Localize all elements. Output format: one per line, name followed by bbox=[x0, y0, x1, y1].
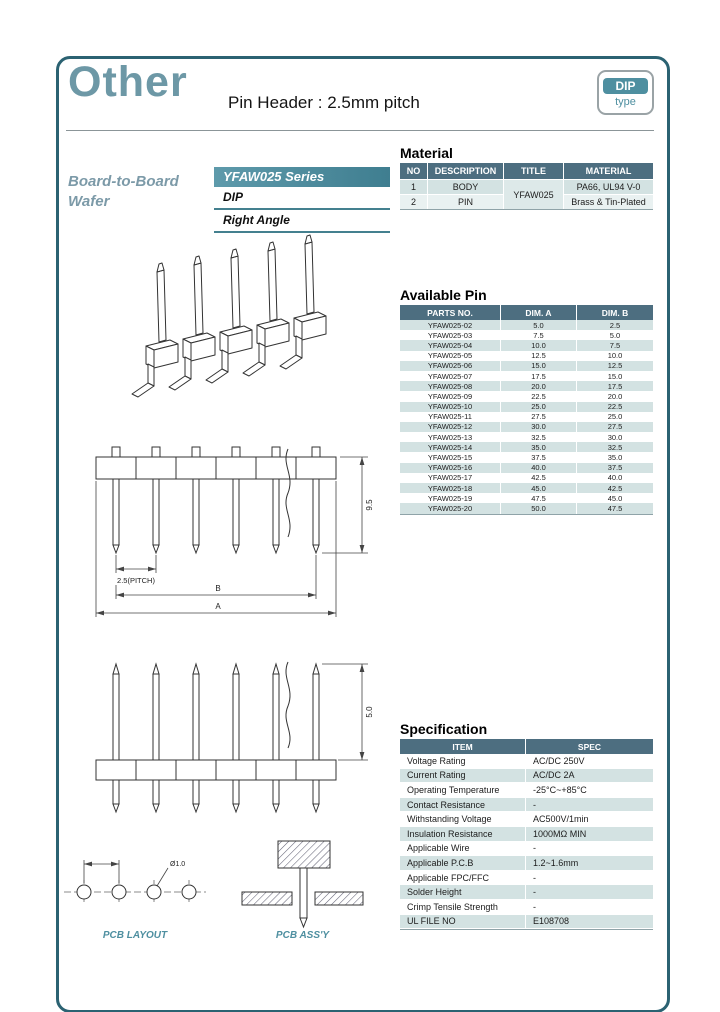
dim-a-cell: 17.5 bbox=[501, 371, 577, 381]
dim-b-cell: 37.5 bbox=[607, 463, 623, 473]
pin-table-header-dim-b: DIM. B bbox=[601, 307, 629, 318]
parts-no-cell: YFAW025-05 bbox=[400, 351, 501, 361]
spec-item-cell: Applicable FPC/FFC bbox=[400, 871, 526, 885]
parts-no-cell: YFAW025-12 bbox=[400, 422, 501, 432]
spec-value-cell: AC/DC 250V bbox=[533, 755, 585, 766]
dim-a-cell: 30.0 bbox=[501, 422, 577, 432]
dim-b-cell: 5.0 bbox=[609, 330, 621, 340]
dim-b-cell: 42.5 bbox=[607, 483, 623, 493]
pin-table-header-row bbox=[400, 305, 653, 320]
spec-table-row bbox=[400, 827, 653, 842]
spec-value-cell: AC/DC 2A bbox=[533, 770, 575, 781]
dim-b-cell: 45.0 bbox=[607, 493, 623, 503]
pitch-dim-label: 2.5(PITCH) bbox=[117, 576, 155, 585]
pin-table-row bbox=[400, 452, 653, 462]
spec-table-row bbox=[400, 783, 653, 798]
overall-height-dim-label: 9.5 bbox=[365, 499, 374, 511]
material-cell-no: 1 bbox=[400, 179, 428, 194]
dim-a-cell: 27.5 bbox=[501, 412, 577, 422]
pin-table-row bbox=[400, 351, 653, 361]
material-cell-title: YFAW025 bbox=[504, 179, 564, 209]
material-header-description: DESCRIPTION bbox=[428, 163, 504, 179]
pin-height-dim-label: 5.0 bbox=[365, 706, 374, 718]
spec-table-header-item: ITEM bbox=[400, 739, 526, 754]
dim-a-cell: 12.5 bbox=[501, 351, 577, 361]
spec-value-cell: - bbox=[533, 872, 536, 883]
pcb-layout-drawing bbox=[60, 840, 210, 930]
side-view-drawing bbox=[72, 648, 382, 833]
pin-table-row bbox=[400, 361, 653, 371]
spec-table-row bbox=[400, 915, 653, 930]
material-cell-no: 2 bbox=[400, 194, 428, 209]
material-section-title: Material bbox=[400, 145, 453, 161]
parts-no-cell: YFAW025-07 bbox=[400, 371, 501, 381]
category-line-1: Board-to-Board bbox=[68, 173, 179, 190]
dim-a-cell: 25.0 bbox=[501, 402, 577, 412]
available-pin-table bbox=[400, 305, 653, 515]
pin-table-row bbox=[400, 442, 653, 452]
spec-item-cell: Contact Resistance bbox=[400, 798, 526, 812]
pin-table-row bbox=[400, 473, 653, 483]
dim-a-cell: 45.0 bbox=[501, 483, 577, 493]
dim-b-cell: 40.0 bbox=[607, 473, 623, 483]
spec-table-row bbox=[400, 871, 653, 886]
dip-type-badge bbox=[597, 70, 654, 115]
spec-item-cell: Insulation Resistance bbox=[400, 827, 526, 841]
spec-table-body bbox=[400, 754, 653, 929]
spec-table-row bbox=[400, 842, 653, 857]
dim-b-cell: 15.0 bbox=[607, 371, 623, 381]
brand-logo: Other bbox=[68, 58, 188, 106]
pin-table-row bbox=[400, 402, 653, 412]
spec-value-cell: 1.2~1.6mm bbox=[533, 857, 579, 868]
dim-b-cell: 32.5 bbox=[607, 442, 623, 452]
dip-badge-sublabel: type bbox=[615, 95, 636, 108]
pin-table-row bbox=[400, 391, 653, 401]
parts-no-cell: YFAW025-10 bbox=[400, 402, 501, 412]
page-title: Pin Header : 2.5mm pitch bbox=[228, 93, 420, 112]
dim-a-cell: 15.0 bbox=[501, 361, 577, 371]
spec-item-cell: Solder Height bbox=[400, 885, 526, 899]
dim-a-cell: 47.5 bbox=[501, 493, 577, 503]
isometric-view-drawing bbox=[98, 226, 348, 431]
spec-item-cell: UL FILE NO bbox=[400, 915, 526, 929]
material-header-no: NO bbox=[400, 163, 428, 179]
pin-table-row bbox=[400, 330, 653, 340]
pin-table-row bbox=[400, 493, 653, 503]
parts-no-cell: YFAW025-20 bbox=[400, 503, 501, 513]
series-angle: Right Angle bbox=[214, 210, 390, 233]
pin-table-row bbox=[400, 340, 653, 350]
dim-a-cell: 32.5 bbox=[501, 432, 577, 442]
pin-table-header-parts: PARTS NO. bbox=[400, 305, 501, 320]
parts-no-cell: YFAW025-15 bbox=[400, 452, 501, 462]
parts-no-cell: YFAW025-04 bbox=[400, 340, 501, 350]
category-line-2: Wafer bbox=[68, 193, 110, 210]
dim-b-cell: 17.5 bbox=[607, 381, 623, 391]
dim-b-cell: 7.5 bbox=[609, 340, 621, 350]
dim-a-cell: 22.5 bbox=[501, 391, 577, 401]
spec-table-row bbox=[400, 900, 653, 915]
dim-a-cell: 10.0 bbox=[501, 340, 577, 350]
dim-a-cell: 20.0 bbox=[501, 381, 577, 391]
parts-no-cell: YFAW025-17 bbox=[400, 473, 501, 483]
spec-value-cell: -25°C~+85°C bbox=[533, 784, 587, 795]
parts-no-cell: YFAW025-11 bbox=[400, 412, 501, 422]
dim-b-cell: 22.5 bbox=[607, 402, 623, 412]
dim-a-cell: 40.0 bbox=[501, 463, 577, 473]
dim-a-cell: 7.5 bbox=[501, 330, 577, 340]
spec-value-cell: - bbox=[533, 799, 536, 810]
dim-a-cell: 42.5 bbox=[501, 473, 577, 483]
material-cell-material: PA66, UL94 V-0 bbox=[564, 179, 653, 194]
parts-no-cell: YFAW025-02 bbox=[400, 320, 501, 330]
spec-value-cell: - bbox=[533, 843, 536, 854]
hole-diameter-label: Ø1.0 bbox=[170, 861, 186, 868]
parts-no-cell: YFAW025-19 bbox=[400, 493, 501, 503]
spec-item-cell: Operating Temperature bbox=[400, 783, 526, 797]
spec-table-row bbox=[400, 798, 653, 813]
pcb-assy-caption: PCB ASS'Y bbox=[275, 930, 330, 941]
spec-value-cell: E108708 bbox=[533, 916, 570, 927]
pcb-layout-caption: PCB LAYOUT bbox=[102, 930, 168, 941]
spec-item-cell: Applicable Wire bbox=[400, 842, 526, 856]
header-divider bbox=[66, 130, 654, 131]
pin-table-header-dim-a: DIM. A bbox=[501, 305, 577, 320]
dim-a-cell: 5.0 bbox=[501, 320, 577, 330]
spec-item-cell: Applicable P.C.B bbox=[400, 856, 526, 870]
dim-b-cell: 27.5 bbox=[607, 422, 623, 432]
parts-no-cell: YFAW025-18 bbox=[400, 483, 501, 493]
parts-no-cell: YFAW025-08 bbox=[400, 381, 501, 391]
parts-no-cell: YFAW025-09 bbox=[400, 391, 501, 401]
pin-table-row bbox=[400, 381, 653, 391]
material-cell-description: BODY bbox=[428, 179, 504, 194]
dim-b-cell: 10.0 bbox=[607, 351, 623, 361]
parts-no-cell: YFAW025-06 bbox=[400, 361, 501, 371]
spec-table-row bbox=[400, 812, 653, 827]
dim-a-cell: 35.0 bbox=[501, 442, 577, 452]
material-table bbox=[400, 163, 653, 210]
pin-table-row bbox=[400, 412, 653, 422]
spec-table-row bbox=[400, 856, 653, 871]
parts-no-cell: YFAW025-13 bbox=[400, 432, 501, 442]
spec-table-row bbox=[400, 769, 653, 784]
pin-table-row bbox=[400, 483, 653, 493]
front-view-drawing bbox=[72, 443, 382, 643]
parts-no-cell: YFAW025-03 bbox=[400, 330, 501, 340]
specification-section-title: Specification bbox=[400, 721, 488, 737]
dim-b-cell: 47.5 bbox=[607, 503, 623, 513]
spec-item-cell: Voltage Rating bbox=[400, 754, 526, 768]
spec-value-cell: AC500V/1min bbox=[533, 814, 589, 825]
dim-a-label: A bbox=[215, 602, 221, 611]
series-info-box bbox=[214, 167, 390, 233]
spec-item-cell: Crimp Tensile Strength bbox=[400, 900, 526, 914]
pin-table-row bbox=[400, 371, 653, 381]
pin-table-row bbox=[400, 320, 653, 330]
product-category bbox=[68, 172, 179, 212]
spec-value-cell: 1000MΩ MIN bbox=[533, 828, 587, 839]
parts-no-cell: YFAW025-16 bbox=[400, 463, 501, 473]
spec-table-row bbox=[400, 885, 653, 900]
pin-table-row bbox=[400, 422, 653, 432]
parts-no-cell: YFAW025-14 bbox=[400, 442, 501, 452]
dim-b-cell: 25.0 bbox=[607, 412, 623, 422]
spec-table-header-spec: SPEC bbox=[577, 741, 602, 752]
available-pin-section-title: Available Pin bbox=[400, 287, 487, 303]
spec-table-row bbox=[400, 754, 653, 769]
material-header-material: MATERIAL bbox=[564, 163, 653, 179]
spec-table-header-row bbox=[400, 739, 653, 754]
pin-table-row bbox=[400, 503, 653, 513]
material-cell-description: PIN bbox=[428, 194, 504, 209]
specification-table bbox=[400, 739, 653, 930]
pin-table-row bbox=[400, 432, 653, 442]
dim-b-cell: 12.5 bbox=[607, 361, 623, 371]
material-cell-material: Brass & Tin-Plated bbox=[564, 194, 653, 209]
dim-b-cell: 30.0 bbox=[607, 432, 623, 442]
pcb-assembly-drawing bbox=[230, 836, 375, 934]
dim-b-cell: 20.0 bbox=[607, 391, 623, 401]
dim-b-cell: 2.5 bbox=[609, 320, 621, 330]
dim-a-cell: 37.5 bbox=[501, 452, 577, 462]
dim-b-cell: 35.0 bbox=[607, 453, 623, 463]
series-name: YFAW025 Series bbox=[214, 167, 390, 187]
spec-item-cell: Current Rating bbox=[400, 769, 526, 783]
pin-table-body bbox=[400, 320, 653, 514]
series-mount-type: DIP bbox=[214, 187, 390, 210]
pin-table-row bbox=[400, 463, 653, 473]
material-header-title: TITLE bbox=[504, 163, 564, 179]
dim-a-cell: 50.0 bbox=[501, 503, 577, 513]
dip-badge-label: DIP bbox=[603, 78, 648, 94]
spec-item-cell: Withstanding Voltage bbox=[400, 812, 526, 826]
spec-value-cell: - bbox=[533, 887, 536, 898]
dim-b-label: B bbox=[215, 584, 221, 593]
spec-value-cell: - bbox=[533, 901, 536, 912]
